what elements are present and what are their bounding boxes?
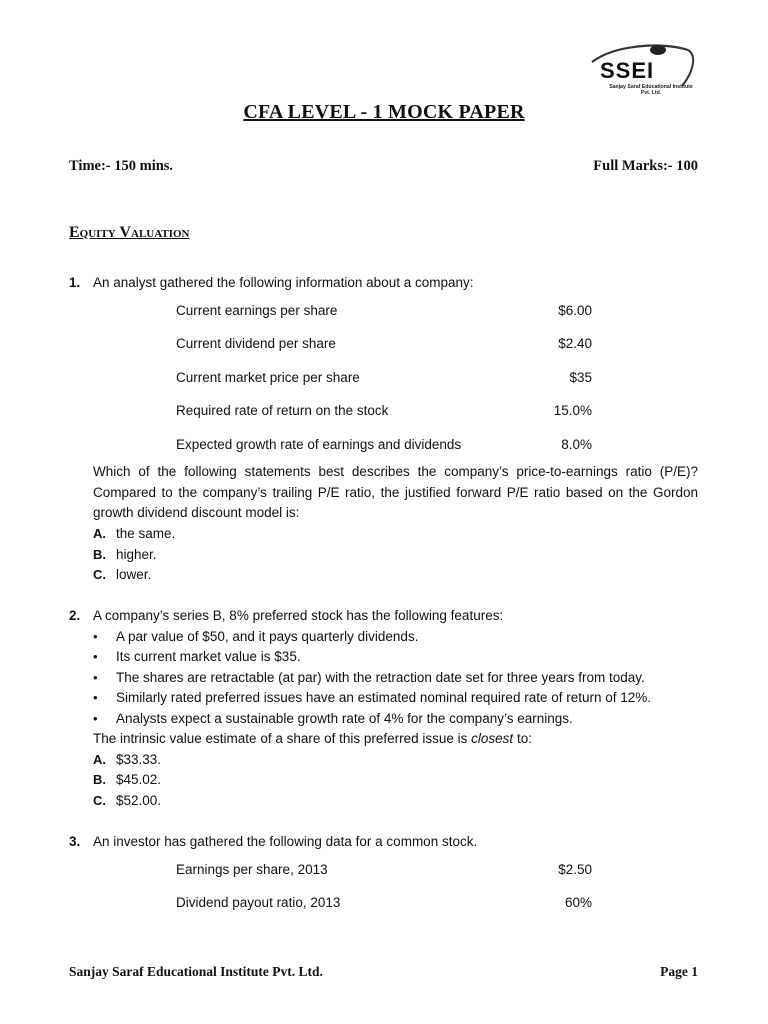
data-row-value: $6.00 bbox=[558, 303, 592, 318]
bullet-text: Analysts expect a sustainable growth rate of 4% for the company’s earnings. bbox=[116, 711, 573, 726]
footer-institute: Sanjay Saraf Educational Institute Pvt. Ltd. bbox=[69, 964, 323, 979]
bullet-dot: • bbox=[93, 690, 98, 705]
footer-page-number: Page 1 bbox=[660, 964, 698, 979]
question-stem-start: The intrinsic value estimate of a share of this preferred issue is bbox=[93, 731, 472, 746]
option-letter: B. bbox=[93, 547, 106, 562]
data-row-value: $35 bbox=[569, 370, 592, 385]
page-title: CFA LEVEL - 1 MOCK PAPER bbox=[243, 101, 525, 123]
bullet-dot: • bbox=[93, 670, 98, 685]
data-row-label: Expected growth rate of earnings and dividends bbox=[176, 437, 462, 452]
question-stem: Which of the following statements best describes the company’s price-to-earnings ratio (P/E)? Compared to the company’s trailing P/E ratio, the justified forward P/E ratio based on the Gordon growth dividend discount model is: bbox=[93, 464, 698, 520]
question-intro: A company’s series B, 8% preferred stock has the following features: bbox=[93, 608, 504, 623]
question-stem bbox=[93, 731, 532, 746]
data-row-label: Dividend payout ratio, 2013 bbox=[176, 895, 341, 910]
question-stem-emphasis: closest bbox=[471, 731, 514, 746]
data-row-value: 8.0% bbox=[561, 437, 592, 452]
logo-wordmark: SSEI bbox=[600, 58, 655, 83]
section-heading: Equity Valuation bbox=[69, 224, 190, 241]
bullet-text: The shares are retractable (at par) with the retraction date set for three years from today. bbox=[116, 670, 645, 685]
question-number: 2. bbox=[69, 608, 81, 623]
question-number: 3. bbox=[69, 834, 81, 849]
option-text: the same. bbox=[116, 526, 176, 541]
bullet-text: A par value of $50, and it pays quarterly dividends. bbox=[116, 629, 419, 644]
data-row-value: 15.0% bbox=[553, 403, 592, 418]
option-text: $52.00. bbox=[116, 793, 162, 808]
bullet-dot: • bbox=[93, 629, 98, 644]
data-row-label: Current earnings per share bbox=[176, 303, 338, 318]
data-row-value: $2.40 bbox=[558, 336, 592, 351]
bullet-dot: • bbox=[93, 649, 98, 664]
option-text: lower. bbox=[116, 567, 152, 582]
logo-subtitle: Sanjay Saraf Educational Institute Pvt. Ltd. bbox=[609, 84, 693, 96]
option-letter: C. bbox=[93, 567, 106, 582]
question-stem-end: to: bbox=[513, 731, 532, 746]
question-number: 1. bbox=[69, 275, 81, 290]
time-label: Time:- 150 mins. bbox=[69, 158, 174, 174]
full-marks-label: Full Marks:- 100 bbox=[593, 158, 698, 174]
data-row-label: Current market price per share bbox=[176, 370, 360, 385]
option-letter: B. bbox=[93, 772, 106, 787]
data-row-label: Earnings per share, 2013 bbox=[176, 862, 328, 877]
data-row-value: $2.50 bbox=[558, 862, 592, 877]
option-letter: A. bbox=[93, 526, 106, 541]
bullet-dot: • bbox=[93, 711, 98, 726]
option-letter: C. bbox=[93, 793, 106, 808]
question-intro: An investor has gathered the following data for a common stock. bbox=[93, 834, 478, 849]
question-intro: An analyst gathered the following information about a company: bbox=[93, 275, 474, 290]
bullet-text: Similarly rated preferred issues have an estimated nominal required rate of return of 12%. bbox=[116, 690, 652, 705]
data-row-label: Required rate of return on the stock bbox=[176, 403, 389, 418]
data-row-label: Current dividend per share bbox=[176, 336, 336, 351]
data-row-value: 60% bbox=[564, 895, 592, 910]
option-text: $45.02. bbox=[116, 772, 162, 787]
option-text: $33.33. bbox=[116, 752, 162, 767]
option-letter: A. bbox=[93, 752, 106, 767]
option-text: higher. bbox=[116, 547, 157, 562]
bullet-text: Its current market value is $35. bbox=[116, 649, 301, 664]
